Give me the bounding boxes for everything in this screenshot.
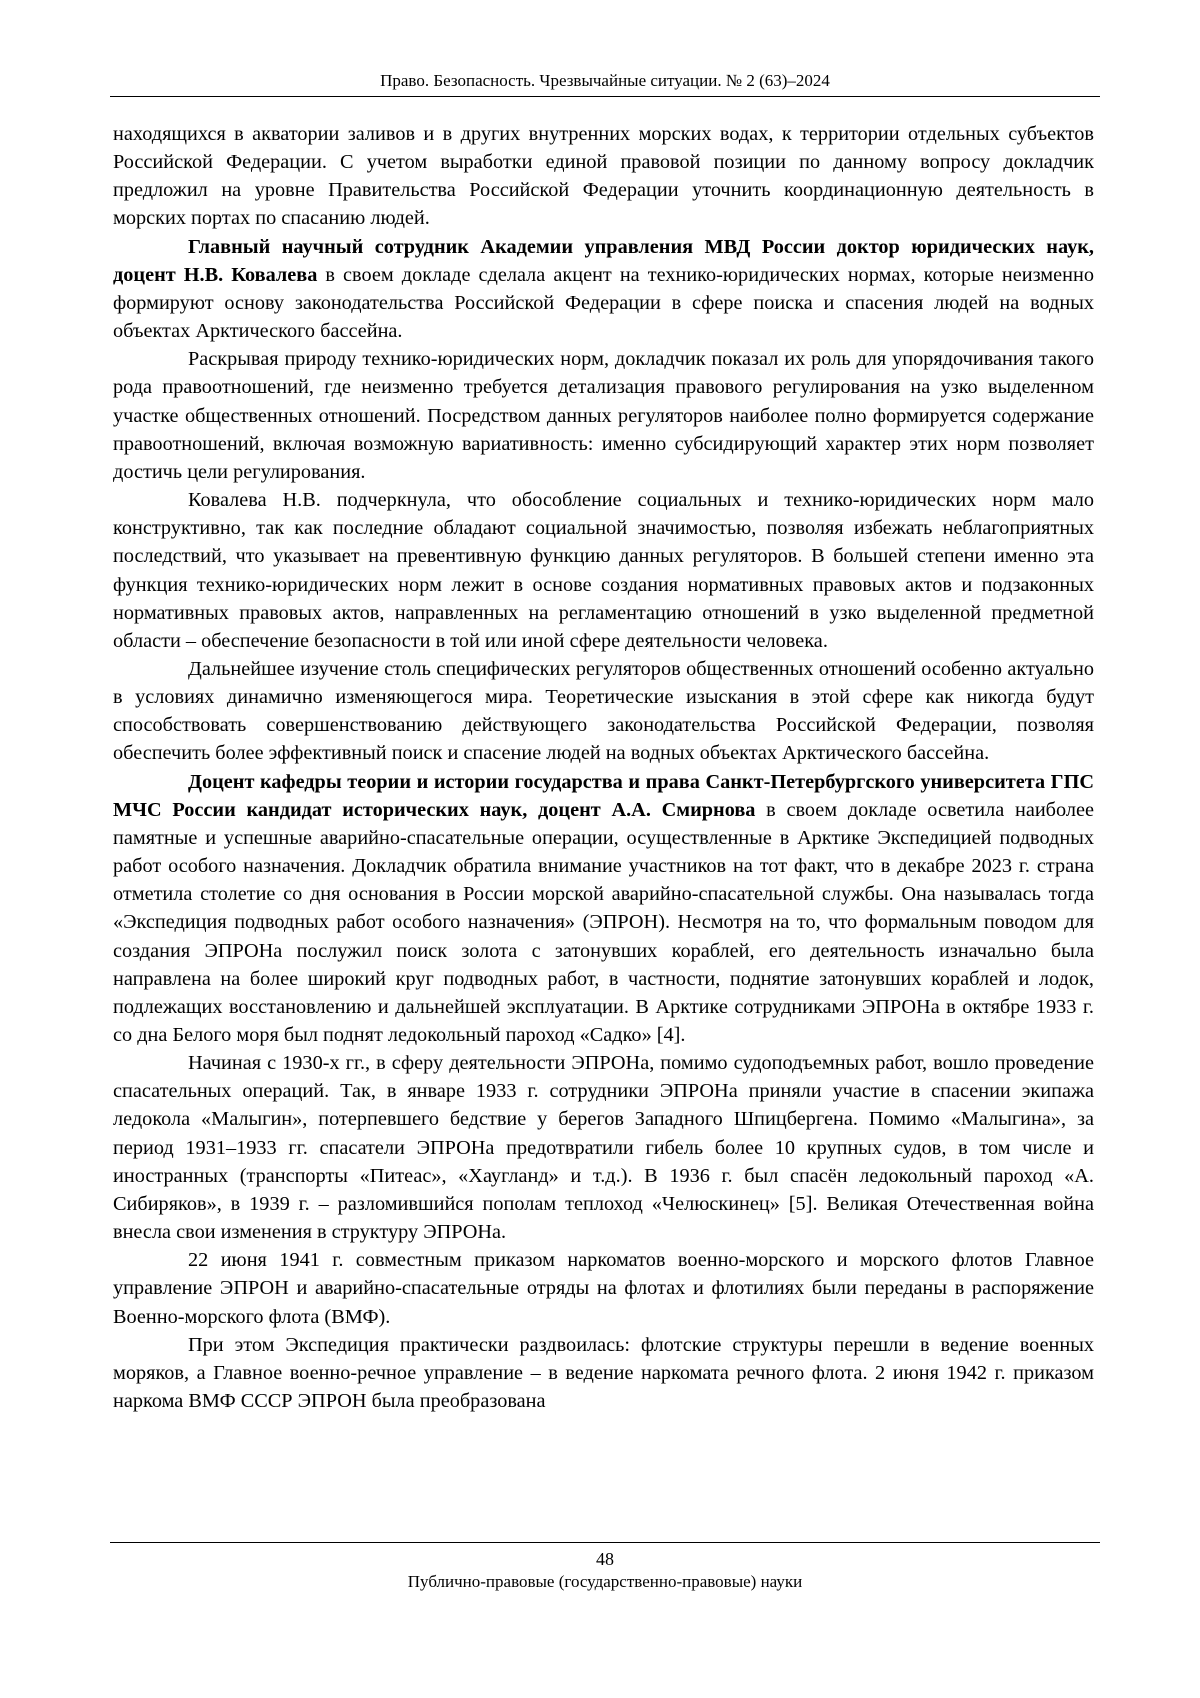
footer-divider — [110, 1542, 1100, 1543]
paragraph — [113, 1331, 1094, 1415]
paragraph-text: Раскрывая природу технико-юридических норм, докладчик показал их роль для упорядочивания такого рода правоотношений, где неизменно требуется детализация правового регулирования на узко выделенном участке общественных отношений. Посредством данных регуляторов наиболее полно формируется содержание правоотношений, включая возможную вариативность: именно субсидирующий характер этих норм позволяет достичь цели регулирования. — [113, 348, 1094, 483]
paragraph-bold-lead: Главный научный сотрудник Академии управления МВД России доктор юридических наук, доцент Н.В. Ковалева — [113, 235, 1094, 286]
paragraph — [113, 1246, 1094, 1330]
paragraph-text: Ковалева Н.В. подчеркнула, что обособление социальных и технико-юридических норм мало конструктивно, так как последние обладают социальной значимостью, позволяя избежать неблагоприятных последствий, что указывает на превентивную функцию данных регуляторов. В большей степени именно эта функция технико-юридических норм лежит в основе создания нормативных правовых актов и подзаконных нормативных правовых актов, направленных на регламентацию отношений в узко выделенной предметной области – обеспечение безопасности в той или иной сфере деятельности человека. — [113, 489, 1094, 652]
article-body — [113, 120, 1094, 1415]
running-header: Право. Безопасность. Чрезвычайные ситуации. № 2 (63)–2024 — [110, 70, 1100, 97]
paragraph — [113, 120, 1094, 233]
paragraph-text: Дальнейшее изучение столь специфических регуляторов общественных отношений особенно актуально в условиях динамично изменяющегося мира. Теоретические изыскания в этой сфере как никогда будут способствовать совершенствованию действующего законодательства Российской Федерации, позволяя обеспечить более эффективный поиск и спасение людей на водных объектах Арктического бассейна. — [113, 657, 1094, 765]
paragraph — [113, 345, 1094, 486]
running-footer: Публично-правовые (государственно-правовые) науки — [407, 1572, 803, 1591]
paragraph-text: 22 июня 1941 г. совместным приказом наркоматов военно-морского и морского флотов Главное управление ЭПРОН и аварийно-спасательные отряды на флотах и флотилиях были переданы в распоряжение Военно-морского флота (ВМФ). — [113, 1249, 1094, 1328]
paragraph — [113, 768, 1094, 1050]
paragraph — [113, 233, 1094, 346]
page-number: 48 — [596, 1549, 614, 1569]
paragraph-text: Начиная с 1930-х гг., в сферу деятельности ЭПРОНа, помимо судоподъемных работ, вошло проведение спасательных операций. Так, в январе 1933 г. сотрудники ЭПРОНа приняли участие в спасении экипажа ледокола «Малыгин», потерпевшего бедствие у берегов Западного Шпицбергена. Помимо «Малыгина», за период 1931–1933 гг. спасатели ЭПРОНа предотвратили гибель более 10 крупных судов, в том числе и иностранных (транспорты «Питеас», «Хаугланд» и т.д.). В 1936 г. был спасён ледокольный пароход «А. Сибиряков», в 1939 г. – разломившийся пополам теплоход «Челюскинец» [5]. Великая Отечественная война внесла свои изменения в структуру ЭПРОНа. — [113, 1052, 1094, 1244]
paragraph — [113, 486, 1094, 655]
paragraph — [113, 1049, 1094, 1246]
paragraph-bold-lead: Доцент кафедры теории и истории государства и права Санкт-Петербургского университета ГПС МЧС России кандидат исторических наук, доцент А.А. Смирнова — [113, 770, 1094, 821]
paragraph-text: в своем докладе сделала акцент на технико-юридических нормах, которые неизменно формируют основу законодательства Российской Федерации в сфере поиска и спасения людей на водных объектах Арктического бассейна. — [113, 263, 1094, 343]
paragraph — [113, 655, 1094, 768]
paragraph-text: в своем докладе осветила наиболее памятные и успешные аварийно-спасательные операции, осуществленные в Арктике Экспедицией подводных работ особого назначения. Докладчик обратила внимание участников на тот факт, что в декабре 2023 г. страна отметила столетие со дня основания в России морской аварийно-спасательной службы. Она называлась тогда «Экспедиция подводных работ особого назначения» (ЭПРОН). Несмотря на то, что формальным поводом для создания ЭПРОНа послужил поиск золота с затонувших кораблей, его деятельность изначально была направлена на более широкий круг подводных работ, в частности, поднятие затонувших кораблей и лодок, подлежащих восстановлению и дальнейшей эксплуатации. В Арктике сотрудниками ЭПРОНа в октябре 1933 г. со дна Белого моря был поднят ледокольный пароход «Садко» [4]. — [113, 798, 1094, 1046]
paragraph-text: находящихся в акватории заливов и в других внутренних морских водах, к территории отдельных субъектов Российской Федерации. С учетом выработки единой правовой позиции по данному вопросу докладчик предложил на уровне Правительства Российской Федерации уточнить координационную деятельность в морских портах по спасанию людей. — [113, 123, 1094, 230]
paragraph-text: При этом Экспедиция практически раздвоилась: флотские структуры перешли в ведение военных моряков, а Главное военно-речное управление – в ведение наркомата речного флота. 2 июня 1942 г. приказом наркома ВМФ СССР ЭПРОН была преобразована — [113, 1333, 1094, 1413]
